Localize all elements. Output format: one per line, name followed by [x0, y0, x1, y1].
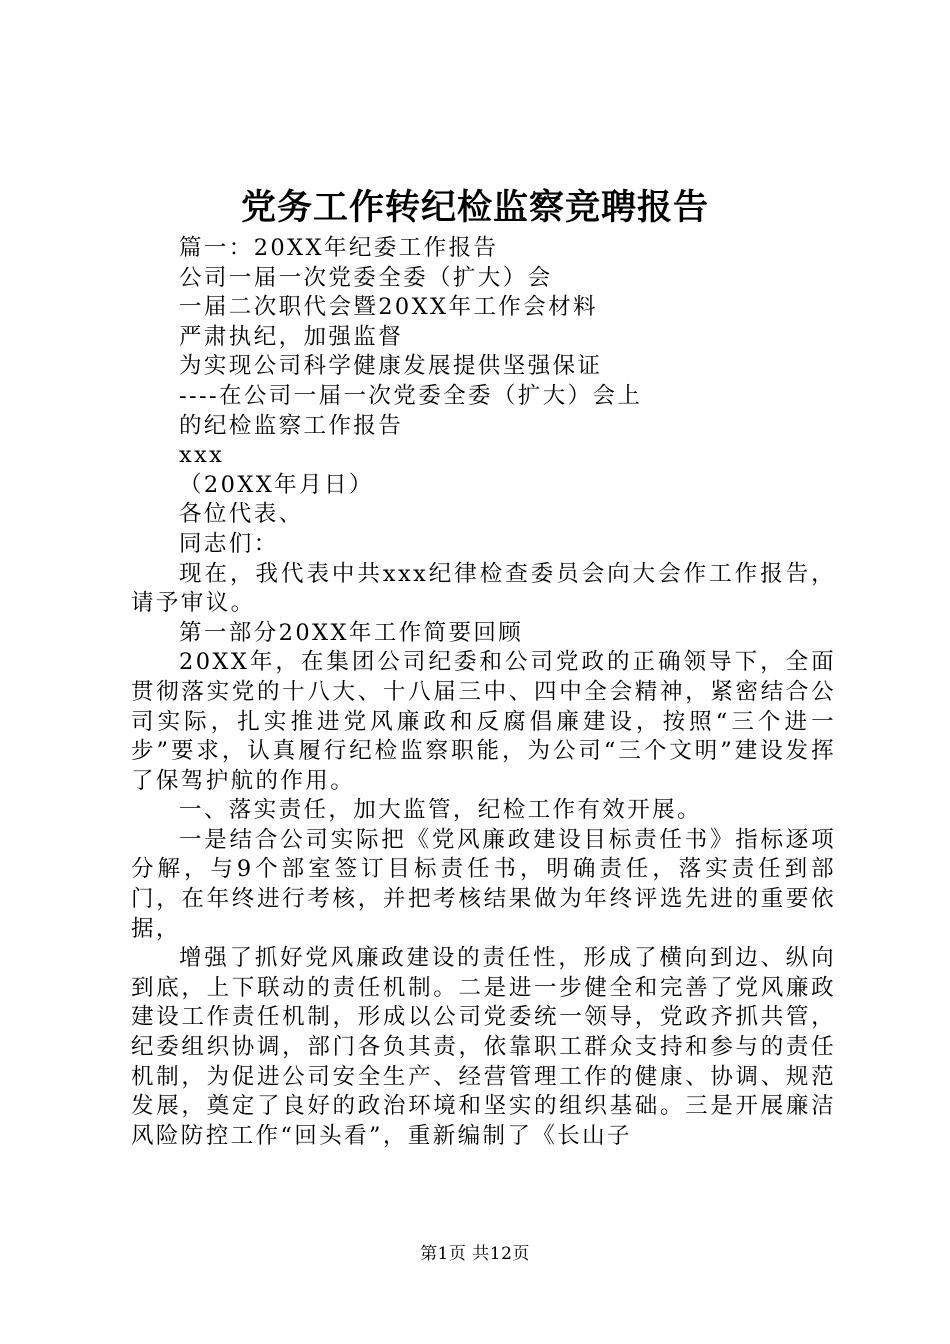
- body-paragraph: 20XX年，在集团公司纪委和公司党政的正确领导下，全面贯彻落实党的十八大、十八届三中、四中全会精神，紧密结合公司实际，扎实推进党风廉政和反腐倡廉建设，按照“三个进一步”要求，认真履行纪检监察职能，为公司“三个文明”建设发挥了保驾护航的作用。: [131, 649, 836, 794]
- salutation-line: 同志们：: [179, 530, 279, 557]
- heading-line: 的纪检监察工作报告: [179, 412, 404, 439]
- salutation-line: 各位代表、: [179, 501, 304, 528]
- heading-line: ----在公司一届一次党委全委（扩大）会上: [179, 382, 643, 409]
- body-paragraph: 增强了抓好党风廉政建设的责任性，形成了横向到边、纵向到底，上下联动的责任机制。二是进一步健全和完善了党风廉政建设工作责任机制，形成以公司党委统一领导，党政齐抓共管，纪委组织协调，部门各负其责，依靠职工群众支持和参与的责任机制，为促进公司安全生产、经营管理工作的健康、协调、规范发展，奠定了良好的政治环境和坚实的组织基础。三是开展廉洁风险防控工作“回头看”，重新编制了《长山子: [131, 945, 836, 1149]
- heading-line: 为实现公司科学健康发展提供坚强保证: [179, 353, 603, 380]
- heading-line: 一届二次职代会暨20XX年工作会材料: [179, 294, 598, 321]
- section-heading: 一、落实责任，加大监管，纪检工作有效开展。: [179, 797, 702, 824]
- heading-line: 严肃执纪，加强监督: [179, 323, 404, 350]
- body-paragraph: 现在，我代表中共xxx纪律检查委员会向大会作工作报告，请予审议。: [131, 560, 836, 617]
- page-number-footer: 第1页 共12页: [420, 1244, 530, 1264]
- document-body: [131, 234, 836, 1151]
- heading-line: 公司一届一次党委全委（扩大）会: [179, 264, 553, 291]
- section-heading: 第一部分20XX年工作简要回顾: [179, 619, 524, 646]
- body-paragraph: 一是结合公司实际把《党风廉政建设目标责任书》指标逐项分解，与9个部室签订目标责任书，明确责任，落实责任到部门，在年终进行考核，并把考核结果做为年终评选先进的重要依据，: [131, 826, 836, 942]
- document-title: 党务工作转纪检监察竞聘报告: [240, 187, 709, 228]
- heading-line: 篇一：20XX年纪委工作报告: [179, 235, 499, 261]
- author-line: xxx: [179, 442, 225, 469]
- date-line: （20XX年月日）: [179, 471, 374, 498]
